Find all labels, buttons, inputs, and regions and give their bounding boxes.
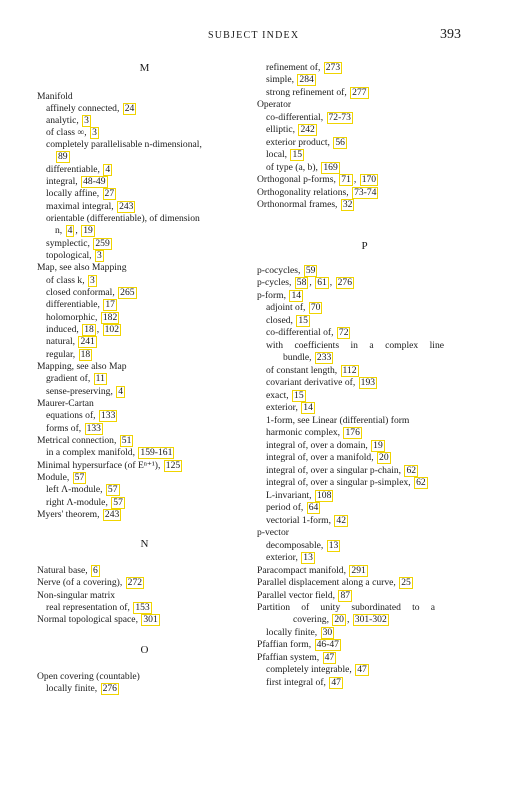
index-subentry — [257, 477, 429, 489]
index-entry — [257, 577, 414, 589]
index-entry — [37, 460, 183, 472]
index-subentry — [257, 502, 321, 514]
page-reference[interactable]: 30 — [322, 627, 333, 638]
entry-text: exterior, — [266, 402, 298, 413]
entry-text: differentiable, — [46, 299, 100, 310]
entry-text: exact, — [266, 390, 289, 401]
page-reference[interactable]: 284 — [299, 74, 314, 85]
entry-text: Open covering (countable) — [37, 671, 140, 682]
entry-text: integral of, over a singular p-simplex, — [266, 477, 411, 488]
page-reference[interactable]: 51 — [121, 435, 132, 446]
entry-text: closed, — [266, 315, 293, 326]
index-subentry — [257, 515, 349, 527]
page-separator: , — [75, 225, 78, 236]
page-reference[interactable]: 89 — [58, 151, 68, 162]
entry-text: exterior, — [266, 552, 298, 563]
index-subentry — [257, 614, 390, 626]
entry-text: strong refinement of, — [266, 87, 347, 98]
entry-text: Maurer-Cartan — [37, 398, 94, 409]
page-reference[interactable]: 112 — [342, 365, 357, 376]
index-entry — [257, 265, 318, 277]
index-subentry — [37, 225, 96, 237]
entry-text: locally affine, — [46, 188, 100, 199]
page-reference[interactable]: 4 — [67, 225, 73, 236]
index-subentry — [37, 213, 200, 225]
page-reference[interactable]: 4 — [105, 164, 111, 175]
page-reference[interactable]: 47 — [357, 664, 367, 675]
entry-text: of type (a, b), — [266, 162, 318, 173]
index-entry — [37, 361, 127, 373]
page-reference[interactable]: 57 — [74, 472, 85, 483]
entry-text: local, — [266, 149, 288, 160]
entry-text: right Λ-module, — [46, 497, 108, 508]
entry-text: induced, — [46, 324, 79, 335]
entry-text: completely parallelisable n-dimensional, — [46, 139, 202, 150]
entry-text: Minimal hypersurface (of Eⁿ⁺¹), — [37, 460, 161, 471]
page-reference[interactable]: 32 — [342, 199, 353, 210]
page-reference[interactable]: 56 — [335, 137, 345, 148]
section-letter: M — [139, 62, 150, 74]
page-separator: , — [96, 324, 100, 335]
page-reference[interactable]: 15 — [292, 149, 303, 160]
running-title: SUBJECT INDEX — [208, 30, 300, 41]
index-subentry — [257, 302, 323, 314]
index-entry — [37, 91, 73, 103]
index-entry — [37, 398, 94, 410]
page-reference[interactable]: 42 — [336, 515, 346, 526]
index-entry — [37, 472, 87, 484]
page-reference[interactable]: 18 — [84, 324, 94, 335]
index-subentry — [257, 427, 363, 439]
entry-text: bundle, — [283, 352, 312, 363]
page-reference[interactable]: 64 — [308, 502, 319, 513]
page-reference[interactable]: 14 — [303, 402, 313, 413]
index-subentry — [257, 377, 378, 389]
entry-text: p-form, — [257, 290, 287, 301]
index-subentry — [37, 497, 126, 509]
index-subentry — [257, 390, 307, 402]
index-subentry — [37, 238, 113, 250]
entry-text: co-differential, — [266, 112, 324, 123]
index-subentry — [37, 299, 118, 311]
index-entry — [37, 509, 122, 521]
page-reference[interactable]: 176 — [345, 427, 360, 438]
index-entry — [257, 290, 304, 302]
entry-text: vectorial 1-form, — [266, 515, 331, 526]
index-subentry — [37, 287, 138, 299]
entry-text: integral of, over a manifold, — [266, 452, 374, 463]
page-separator: , — [309, 277, 312, 288]
index-subentry — [37, 275, 98, 287]
entry-text: Partition of unity subordinated to a — [257, 602, 435, 613]
section-letter: P — [361, 240, 368, 252]
index-subentry — [257, 677, 344, 689]
index-entry — [37, 577, 145, 589]
page-reference[interactable]: 62 — [416, 477, 426, 488]
index-subentry — [37, 447, 175, 459]
index-entry — [37, 262, 127, 274]
index-subentry — [257, 415, 409, 427]
entry-text: Parallel vector field, — [257, 590, 336, 601]
entry-text: Myers' theorem, — [37, 509, 100, 520]
index-subentry — [37, 176, 109, 188]
index-subentry — [37, 423, 104, 435]
section-letter: O — [140, 644, 149, 656]
page-separator: , — [346, 614, 350, 625]
index-subentry — [37, 410, 118, 422]
entry-text: analytic, — [46, 115, 79, 126]
page-reference[interactable]: 61 — [317, 277, 327, 288]
index-subentry — [257, 402, 316, 414]
page-reference[interactable]: 243 — [119, 201, 134, 212]
entry-text: Parallel displacement along a curve, — [257, 577, 396, 588]
index-subentry — [257, 490, 334, 502]
page-reference[interactable]: 4 — [118, 386, 124, 397]
index-subentry — [257, 365, 360, 377]
entry-text: Normal topological space, — [37, 614, 138, 625]
page-reference[interactable]: 25 — [401, 577, 411, 588]
index-subentry — [257, 87, 370, 99]
index-entry — [257, 652, 337, 664]
index-entry — [257, 590, 353, 602]
index-entry — [257, 99, 291, 111]
entry-text: integral of, over a singular p-chain, — [266, 465, 402, 476]
page-reference[interactable]: 18 — [80, 349, 91, 360]
index-entry — [37, 614, 161, 626]
page-reference[interactable]: 71 — [341, 174, 351, 185]
page-reference[interactable]: 70 — [310, 302, 321, 313]
index-subentry — [37, 115, 92, 127]
index-subentry — [37, 139, 202, 151]
entry-text: of class k, — [46, 275, 85, 286]
entry-text: covering, — [293, 614, 329, 625]
page-reference[interactable]: 27 — [104, 188, 115, 199]
entry-text: Map, see also Mapping — [37, 262, 127, 273]
entry-text: maximal integral, — [46, 201, 114, 212]
page-reference[interactable]: 277 — [352, 87, 367, 98]
entry-text: integral of, over a domain, — [266, 440, 368, 451]
entry-text: of constant length, — [266, 365, 338, 376]
index-subentry — [257, 112, 354, 124]
entry-text: p-cocycles, — [257, 265, 301, 276]
index-entry — [257, 199, 355, 211]
page-reference[interactable]: 11 — [95, 373, 105, 384]
page-reference[interactable]: 170 — [361, 174, 377, 185]
page-reference[interactable]: 108 — [316, 490, 332, 501]
entry-text: adjoint of, — [266, 302, 306, 313]
entry-text: period of, — [266, 502, 304, 513]
entry-text: 1-form, see Linear (differential) form — [266, 415, 410, 426]
page-reference[interactable]: 62 — [406, 465, 417, 476]
page-reference[interactable]: 19 — [83, 225, 93, 236]
index-subentry — [37, 349, 93, 361]
page-reference[interactable]: 17 — [105, 299, 115, 310]
index-subentry — [37, 386, 126, 398]
page-reference[interactable]: 47 — [324, 652, 335, 663]
running-head — [0, 27, 507, 46]
page-reference[interactable]: 133 — [86, 423, 101, 434]
index-entry — [257, 639, 342, 651]
entry-text: regular, — [46, 349, 76, 360]
page-reference[interactable]: 242 — [300, 124, 315, 135]
index-entry — [257, 187, 379, 199]
index-subentry — [257, 664, 370, 676]
index-subentry — [37, 373, 108, 385]
page-reference[interactable]: 87 — [340, 590, 351, 601]
entry-text: natural, — [46, 336, 76, 347]
page-reference[interactable]: 301-302 — [354, 614, 387, 625]
entry-text: affinely connected, — [46, 103, 120, 114]
index-entry — [37, 590, 115, 602]
entry-text: Operator — [257, 99, 292, 110]
page-reference[interactable]: 169 — [323, 162, 338, 173]
index-subentry — [37, 151, 71, 163]
index-subentry — [37, 683, 120, 695]
index-subentry — [37, 164, 113, 176]
page-reference[interactable]: 159-161 — [140, 447, 173, 458]
index-subentry — [37, 250, 105, 262]
index-subentry — [257, 440, 386, 452]
entry-text: Orthogonality relations, — [257, 187, 349, 198]
page-reference[interactable]: 73-74 — [354, 187, 377, 198]
entry-text: Paracompact manifold, — [257, 565, 346, 576]
entry-text: with coefficients in a complex line — [266, 340, 444, 351]
section-letter: N — [140, 538, 149, 550]
index-entry — [37, 671, 140, 683]
page-reference[interactable]: 72 — [338, 327, 349, 338]
entry-text: Natural base, — [37, 565, 88, 576]
page-number: 393 — [440, 27, 461, 42]
page-reference[interactable]: 153 — [135, 602, 150, 613]
entry-text: Pfaffian system, — [257, 652, 320, 663]
page-reference[interactable]: 46-47 — [316, 639, 339, 650]
entry-text: Pfaffian form, — [257, 639, 312, 650]
index-subentry — [37, 103, 137, 115]
index-subentry — [37, 312, 120, 324]
entry-text: Metrical connection, — [37, 435, 117, 446]
index-entry — [37, 565, 101, 577]
page-separator: , — [353, 174, 357, 185]
index-subentry — [257, 124, 318, 136]
page-reference[interactable]: 47 — [331, 677, 341, 688]
page-reference[interactable]: 272 — [127, 577, 143, 588]
page-reference[interactable]: 20 — [334, 614, 344, 625]
index-subentry — [37, 188, 117, 200]
index-subentry — [37, 324, 122, 336]
entry-text: forms of, — [46, 423, 82, 434]
entry-text: decomposable, — [266, 540, 324, 551]
page-reference[interactable]: 259 — [95, 238, 110, 249]
page-reference[interactable]: 14 — [291, 290, 302, 301]
index-subentry — [257, 452, 392, 464]
page-reference[interactable]: 276 — [102, 683, 117, 694]
entry-text: topological, — [46, 250, 92, 261]
index-subentry — [37, 201, 136, 213]
page-reference[interactable]: 125 — [165, 460, 181, 471]
entry-text: locally finite, — [266, 627, 318, 638]
index-subentry — [257, 74, 317, 86]
page-reference[interactable]: 59 — [305, 265, 316, 276]
page-separator: , — [329, 277, 333, 288]
page-reference[interactable]: 13 — [303, 552, 313, 563]
page-reference[interactable]: 301 — [143, 614, 158, 625]
index-entry — [257, 565, 369, 577]
entry-text: simple, — [266, 74, 294, 85]
index-entry — [257, 277, 355, 289]
entry-text: refinement of, — [266, 62, 321, 73]
page-reference[interactable]: 57 — [113, 497, 123, 508]
page-reference[interactable]: 291 — [351, 565, 366, 576]
index-subentry — [257, 327, 351, 339]
entry-text: Manifold — [37, 91, 73, 102]
index-subentry — [257, 137, 348, 149]
page-reference[interactable]: 3 — [96, 250, 102, 261]
page-reference[interactable]: 193 — [360, 377, 376, 388]
entry-text: Orthogonal p-forms, — [257, 174, 336, 185]
index-entry — [257, 527, 289, 539]
entry-text: locally finite, — [46, 683, 98, 694]
entry-text: in a complex manifold, — [46, 447, 135, 458]
entry-text: elliptic, — [266, 124, 296, 135]
entry-text: integral, — [46, 176, 78, 187]
index-entry — [257, 602, 435, 614]
page-reference[interactable]: 58 — [296, 277, 307, 288]
entry-text: symplectic, — [46, 238, 90, 249]
index-subentry — [257, 352, 334, 364]
page-reference[interactable]: 3 — [90, 275, 95, 286]
entry-text: p-vector — [257, 527, 289, 538]
page-reference[interactable]: 182 — [102, 312, 118, 323]
index-entry — [37, 435, 134, 447]
entry-text: covariant derivative of, — [266, 377, 356, 388]
entry-text: differentiable, — [46, 164, 100, 175]
page-reference[interactable]: 15 — [298, 315, 308, 326]
page-reference[interactable]: 6 — [93, 565, 98, 576]
index-subentry — [257, 149, 305, 161]
entry-text: Non-singular matrix — [37, 590, 116, 601]
entry-text: completely integrable, — [266, 664, 352, 675]
index-subentry — [257, 340, 444, 352]
page-reference[interactable]: 72-73 — [328, 112, 351, 123]
entry-text: first integral of, — [266, 677, 326, 688]
page-reference[interactable]: 13 — [328, 540, 339, 551]
page-reference[interactable]: 3 — [84, 115, 89, 126]
page-reference[interactable]: 265 — [120, 287, 135, 298]
index-subentry — [37, 602, 153, 614]
entry-text: Nerve (of a covering), — [37, 577, 123, 588]
page-reference[interactable]: 233 — [316, 352, 332, 363]
entry-text: exterior product, — [266, 137, 330, 148]
index-subentry — [257, 315, 311, 327]
index-subentry — [257, 465, 419, 477]
index-subentry — [37, 127, 100, 139]
index-entry — [257, 174, 379, 186]
page-reference[interactable]: 57 — [107, 484, 118, 495]
entry-text: equations of, — [46, 410, 96, 421]
entry-text: orientable (differentiable), of dimension — [46, 213, 200, 224]
entry-text: of class ∞, — [46, 127, 87, 138]
page-reference[interactable]: 3 — [92, 127, 97, 138]
entry-text: closed conformal, — [46, 287, 115, 298]
entry-text: Module, — [37, 472, 70, 483]
entry-text: L-invariant, — [266, 490, 312, 501]
page-reference[interactable]: 276 — [337, 277, 352, 288]
entry-text: holomorphic, — [46, 312, 98, 323]
entry-text: harmonic complex, — [266, 427, 341, 438]
page-reference[interactable]: 102 — [104, 324, 119, 335]
entry-text: real representation of, — [46, 602, 130, 613]
entry-text: sense-preserving, — [46, 386, 113, 397]
index-subentry — [37, 336, 98, 348]
entry-text: n, — [55, 225, 63, 236]
index-subentry — [37, 484, 121, 496]
index-subentry — [257, 62, 343, 74]
index-subentry — [257, 552, 316, 564]
index-subentry — [257, 540, 341, 552]
entry-text: p-cycles, — [257, 277, 292, 288]
page-reference[interactable]: 19 — [373, 440, 383, 451]
page-reference[interactable]: 20 — [379, 452, 389, 463]
entry-text: co-differential of, — [266, 327, 334, 338]
page-reference[interactable]: 133 — [100, 410, 116, 421]
entry-text: gradient of, — [46, 373, 91, 384]
index-subentry — [257, 627, 335, 639]
index-subentry — [257, 162, 341, 174]
page-reference[interactable]: 48-49 — [83, 176, 106, 187]
entry-text: Orthonormal frames, — [257, 199, 338, 210]
page-reference[interactable]: 273 — [325, 62, 341, 73]
page-reference[interactable]: 24 — [124, 103, 135, 114]
entry-text: left Λ-module, — [46, 484, 103, 495]
entry-text: Mapping, see also Map — [37, 361, 127, 372]
page-reference[interactable]: 15 — [294, 390, 304, 401]
page-reference[interactable]: 243 — [104, 509, 120, 520]
page-reference[interactable]: 241 — [80, 336, 95, 347]
